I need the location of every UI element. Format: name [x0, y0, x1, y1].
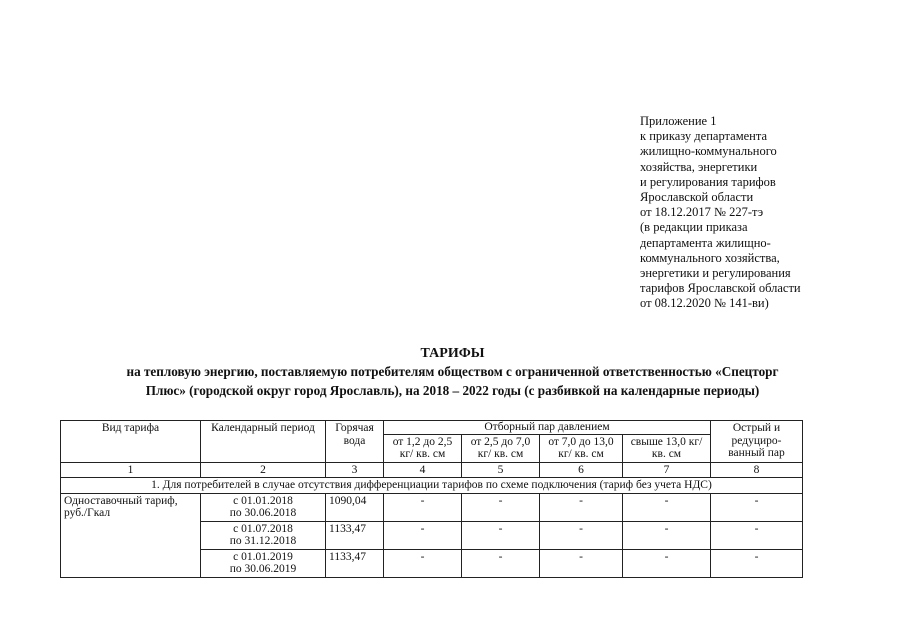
col-number: 4 [384, 462, 462, 478]
pressure-4-value: - [623, 493, 711, 521]
tariff-table [60, 420, 803, 578]
pressure-1-value: - [384, 493, 462, 521]
col-number: 3 [326, 462, 384, 478]
period-cell: с 01.07.2018 по 31.12.2018 [201, 521, 326, 549]
header-tariff-type: Вид тарифа [61, 421, 201, 463]
header-steam-group: Отборный пар давлением [384, 421, 711, 435]
period-cell: с 01.01.2018 по 30.06.2018 [201, 493, 326, 521]
col-number: 1 [61, 462, 201, 478]
hot-water-value: 1133,47 [326, 549, 384, 577]
col-number: 6 [540, 462, 623, 478]
pressure-1-value: - [384, 521, 462, 549]
document-title: ТАРИФЫ [420, 346, 485, 361]
header-pressure-4: свыше 13,0 кг/ кв. см [623, 434, 711, 462]
pressure-4-value: - [623, 549, 711, 577]
sharp-steam-value: - [711, 493, 803, 521]
pressure-2-value: - [462, 493, 540, 521]
period-cell: с 01.01.2019 по 30.06.2019 [201, 549, 326, 577]
pressure-2-value: - [462, 549, 540, 577]
section-row [61, 478, 803, 494]
document-subtitle-line-1: на тепловую энергию, поставляемую потребителям обществом с ограниченной ответственностью «Спецторг [126, 364, 779, 379]
table-row [61, 493, 803, 521]
appendix-block: Приложение 1 к приказу департамента жилищно-коммунального хозяйства, энергетики и регулирования тарифов Ярославской области от 18.12.2017 № 227-тэ (в редакции приказа департамента жилищно- коммунального хозяйства, энергетики и регулирования тарифов Ярославской области от 08.12.2020 № 141-ви) [640, 114, 801, 311]
pressure-1-value: - [384, 549, 462, 577]
header-pressure-2: от 2,5 до 7,0 кг/ кв. см [462, 434, 540, 462]
header-sharp-steam: Острый и редуциро-ванный пар [711, 421, 803, 463]
col-number: 7 [623, 462, 711, 478]
header-period: Календарный период [201, 421, 326, 463]
table-header-row [61, 421, 803, 435]
header-pressure-1: от 1,2 до 2,5 кг/ кв. см [384, 434, 462, 462]
pressure-3-value: - [540, 549, 623, 577]
col-number: 5 [462, 462, 540, 478]
sharp-steam-value: - [711, 549, 803, 577]
hot-water-value: 1090,04 [326, 493, 384, 521]
hot-water-value: 1133,47 [326, 521, 384, 549]
col-number: 8 [711, 462, 803, 478]
document-subtitle-line-2: Плюс» (городской округ город Ярославль), на 2018 – 2022 годы (с разбивкой на календарные периоды) [145, 383, 760, 398]
pressure-4-value: - [623, 521, 711, 549]
header-hot-water: Горячая вода [326, 421, 384, 463]
pressure-3-value: - [540, 521, 623, 549]
tariff-type-cell: Одноставочный тариф, руб./Гкал [61, 493, 201, 577]
col-number: 2 [201, 462, 326, 478]
sharp-steam-value: - [711, 521, 803, 549]
column-number-row [61, 462, 803, 478]
section-title: 1. Для потребителей в случае отсутствия дифференциации тарифов по схеме подключения (тариф без учета НДС) [61, 478, 803, 494]
pressure-2-value: - [462, 521, 540, 549]
pressure-3-value: - [540, 493, 623, 521]
header-pressure-3: от 7,0 до 13,0 кг/ кв. см [540, 434, 623, 462]
